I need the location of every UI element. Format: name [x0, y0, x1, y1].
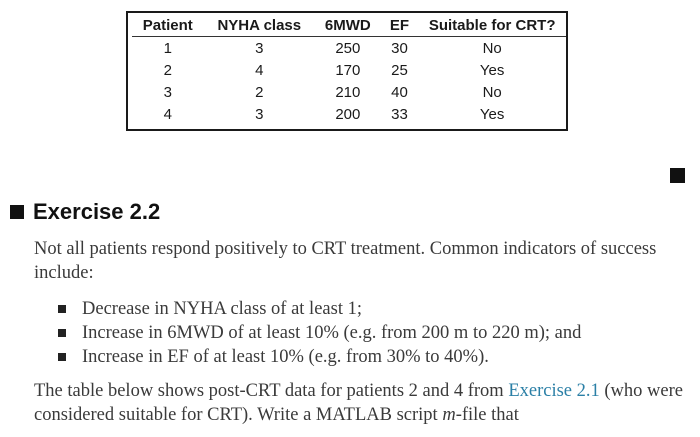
cell-suitable: Yes	[479, 105, 505, 123]
list-item-text: Decrease in NYHA class of at least 1;	[82, 299, 362, 319]
cell-nyha: 3	[255, 105, 264, 123]
cell-nyha: 3	[255, 39, 264, 57]
cell-ef: 30	[391, 39, 408, 57]
exercise-title: Exercise 2.2	[33, 199, 161, 224]
list-item	[58, 297, 581, 321]
cell-6mwd: 200	[335, 105, 361, 123]
patient-table	[132, 14, 566, 125]
exercise-intro: Not all patients respond positively to CRT treatment. Common indicators of success include:	[34, 239, 657, 283]
exercise-closing-paragraph	[34, 379, 694, 427]
table-header-row	[132, 14, 566, 37]
heading-square-icon	[10, 205, 24, 219]
bullet-square-icon	[58, 305, 66, 313]
cell-nyha: 2	[255, 83, 264, 101]
bullet-square-icon	[58, 329, 66, 337]
cell-6mwd: 170	[335, 61, 361, 79]
header-suitable: Suitable for CRT?	[418, 14, 566, 37]
cell-6mwd: 250	[335, 39, 361, 57]
table-row	[132, 103, 566, 125]
closing-text-2: (who were considered suitable for CRT). Write a MATLAB script	[34, 381, 683, 425]
closing-text-1: The table below shows post-CRT data for patients 2 and 4 from	[34, 381, 509, 401]
closing-italic-m: m	[442, 405, 456, 425]
success-indicators-list	[58, 297, 581, 369]
list-item-text: Increase in 6MWD of at least 10% (e.g. from 200 m to 220 m); and	[82, 323, 582, 343]
cell-nyha: 4	[255, 61, 264, 79]
cell-suitable: Yes	[479, 61, 505, 79]
bullet-square-icon	[58, 353, 66, 361]
header-ef: EF	[381, 14, 419, 37]
header-patient: Patient	[132, 14, 204, 37]
table-row	[132, 81, 566, 103]
exercise-heading	[10, 199, 160, 225]
closing-text-3: -file that	[455, 405, 519, 425]
cell-patient: 3	[163, 83, 172, 101]
exercise-2-1-link[interactable]: Exercise 2.1	[508, 381, 600, 401]
list-item-text: Increase in EF of at least 10% (e.g. from 30% to 40%).	[82, 347, 489, 367]
cell-suitable: No	[482, 39, 502, 57]
header-6mwd: 6MWD	[315, 14, 381, 37]
cell-suitable: No	[482, 83, 502, 101]
cell-6mwd: 210	[335, 83, 361, 101]
list-item	[58, 345, 581, 369]
cell-patient: 1	[163, 39, 172, 57]
patient-table-box	[126, 11, 568, 131]
end-of-exercise-square-icon	[670, 168, 685, 183]
header-nyha-class: NYHA class	[204, 14, 315, 37]
cell-patient: 2	[163, 61, 172, 79]
cell-ef: 33	[391, 105, 408, 123]
cell-patient: 4	[163, 105, 172, 123]
table-row	[132, 59, 566, 81]
cell-ef: 40	[391, 83, 408, 101]
cell-ef: 25	[391, 61, 408, 79]
list-item	[58, 321, 581, 345]
table-row	[132, 37, 566, 60]
